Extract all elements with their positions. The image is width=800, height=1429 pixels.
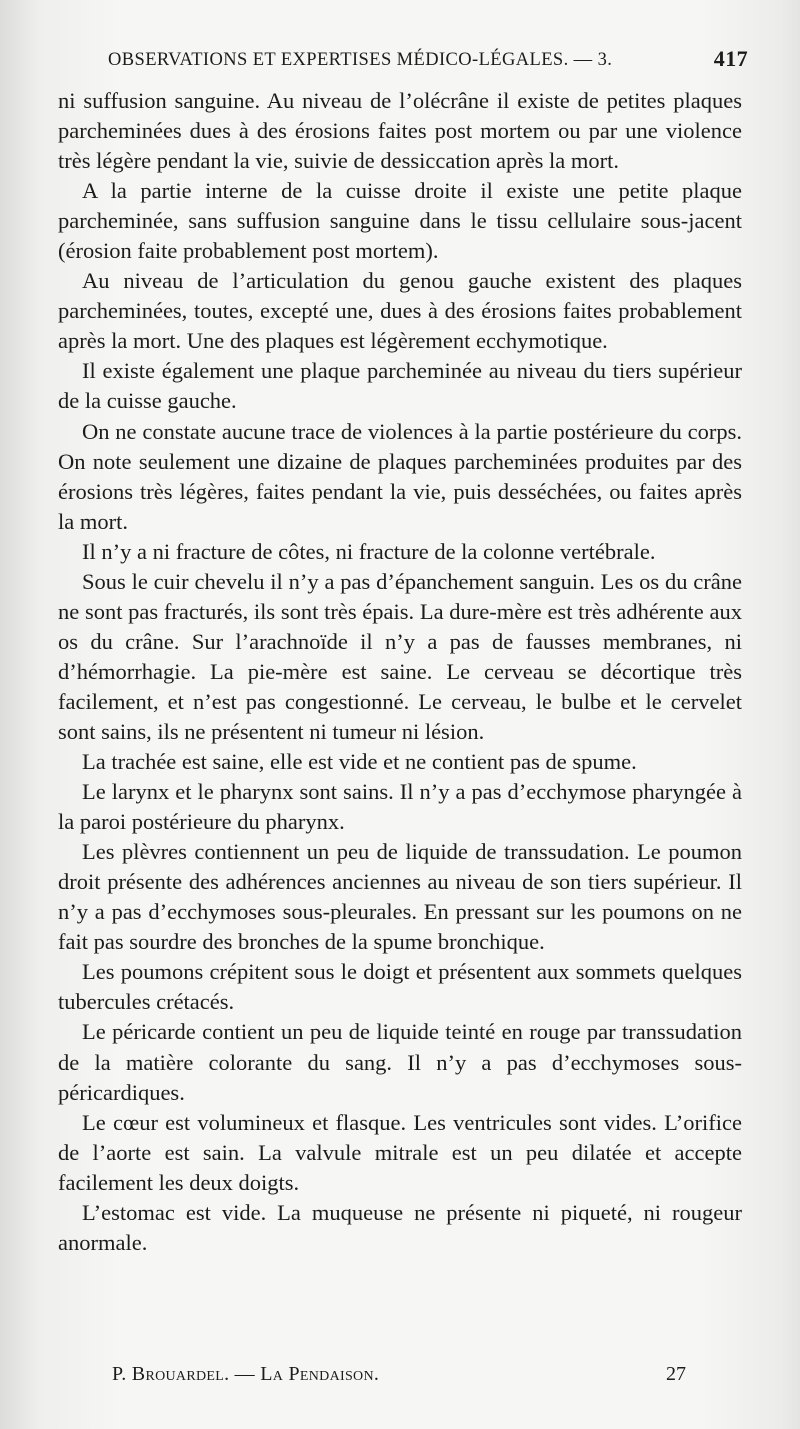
paragraph: Au niveau de l’articulation du genou gauche existent des plaques parcheminées, toutes, excepté une, dues à des érosions faites probablement après la mort. Une des plaques est légèrement ecchymotique.: [58, 268, 742, 354]
paragraph: Sous le cuir chevelu il n’y a pas d’épanchement sanguin. Les os du crâne ne sont pas fracturés, ils sont très épais. La dure-mère est très adhérente aux os du crâne. Sur l’arachnoïde il n’y a pas de fausses membranes, ni d’hémorrhagie. La pie-mère est saine. Le cerveau se décortique très facilement, et n’est pas congestionné. Le cerveau, le bulbe et le cervelet sont sains, ils ne présentent ni tumeur ni lésion.: [58, 568, 742, 744]
paragraph: L’estomac est vide. La muqueuse ne présente ni piqueté, ni rougeur anormale.: [58, 1199, 742, 1255]
sheet-number: 27: [666, 1363, 686, 1385]
page-body: [58, 86, 742, 1258]
paragraph: Les poumons crépitent sous le doigt et présentent aux sommets quelques tubercules crétacés.: [58, 959, 742, 1015]
paragraph: Le cœur est volumineux et flasque. Les ventricules sont vides. L’orifice de l’aorte est sain. La valvule mitrale est un peu dilatée et accepte facilement les deux doigts.: [58, 1109, 742, 1195]
paragraph: Le larynx et le pharynx sont sains. Il n’y a pas d’ecchymose pharyngée à la paroi postérieure du pharynx.: [58, 779, 742, 835]
paragraph: ni suffusion sanguine. Au niveau de l’olécrâne il existe de petites plaques parcheminées dues à des érosions faites post mortem ou par une violence très légère pendant la vie, suivie de dessiccation après la mort.: [58, 88, 742, 174]
paragraph: A la partie interne de la cuisse droite il existe une petite plaque parcheminée, sans suffusion sanguine dans le tissu cellulaire sous-jacent (érosion faite probablement post mortem).: [58, 178, 742, 264]
paragraph: La trachée est saine, elle est vide et ne contient pas de spume.: [82, 749, 637, 775]
page-footer: [112, 1363, 686, 1393]
page-number: 417: [713, 46, 748, 71]
paragraph: Il n’y a ni fracture de côtes, ni fracture de la colonne vertébrale.: [82, 538, 656, 564]
paragraph: On ne constate aucune trace de violences à la partie postérieure du corps. On note seulement une dizaine de plaques parcheminées produites par des érosions très légères, faites pendant la vie, puis desséchées, ou faites après la mort.: [58, 418, 742, 534]
paragraph: Il existe également une plaque parcheminée au niveau du tiers supérieur de la cuisse gauche.: [58, 358, 742, 414]
footer-signature: P. Brouardel. — La Pendaison.: [112, 1363, 380, 1385]
running-title: OBSERVATIONS ET EXPERTISES MÉDICO-LÉGALES. — 3.: [108, 50, 613, 70]
paragraph: Le péricarde contient un peu de liquide teinté en rouge par transsudation de la matière colorante du sang. Il n’y a pas d’ecchymoses sous-péricardiques.: [58, 1019, 742, 1105]
running-header: [108, 46, 748, 78]
paragraph: Les plèvres contiennent un peu de liquide de transsudation. Le poumon droit présente des adhérences anciennes au niveau de son tiers supérieur. Il n’y a pas d’ecchymoses sous-pleurales. En pressant sur les poumons on ne fait pas sourdre des bronches de la spume bronchique.: [58, 839, 742, 955]
